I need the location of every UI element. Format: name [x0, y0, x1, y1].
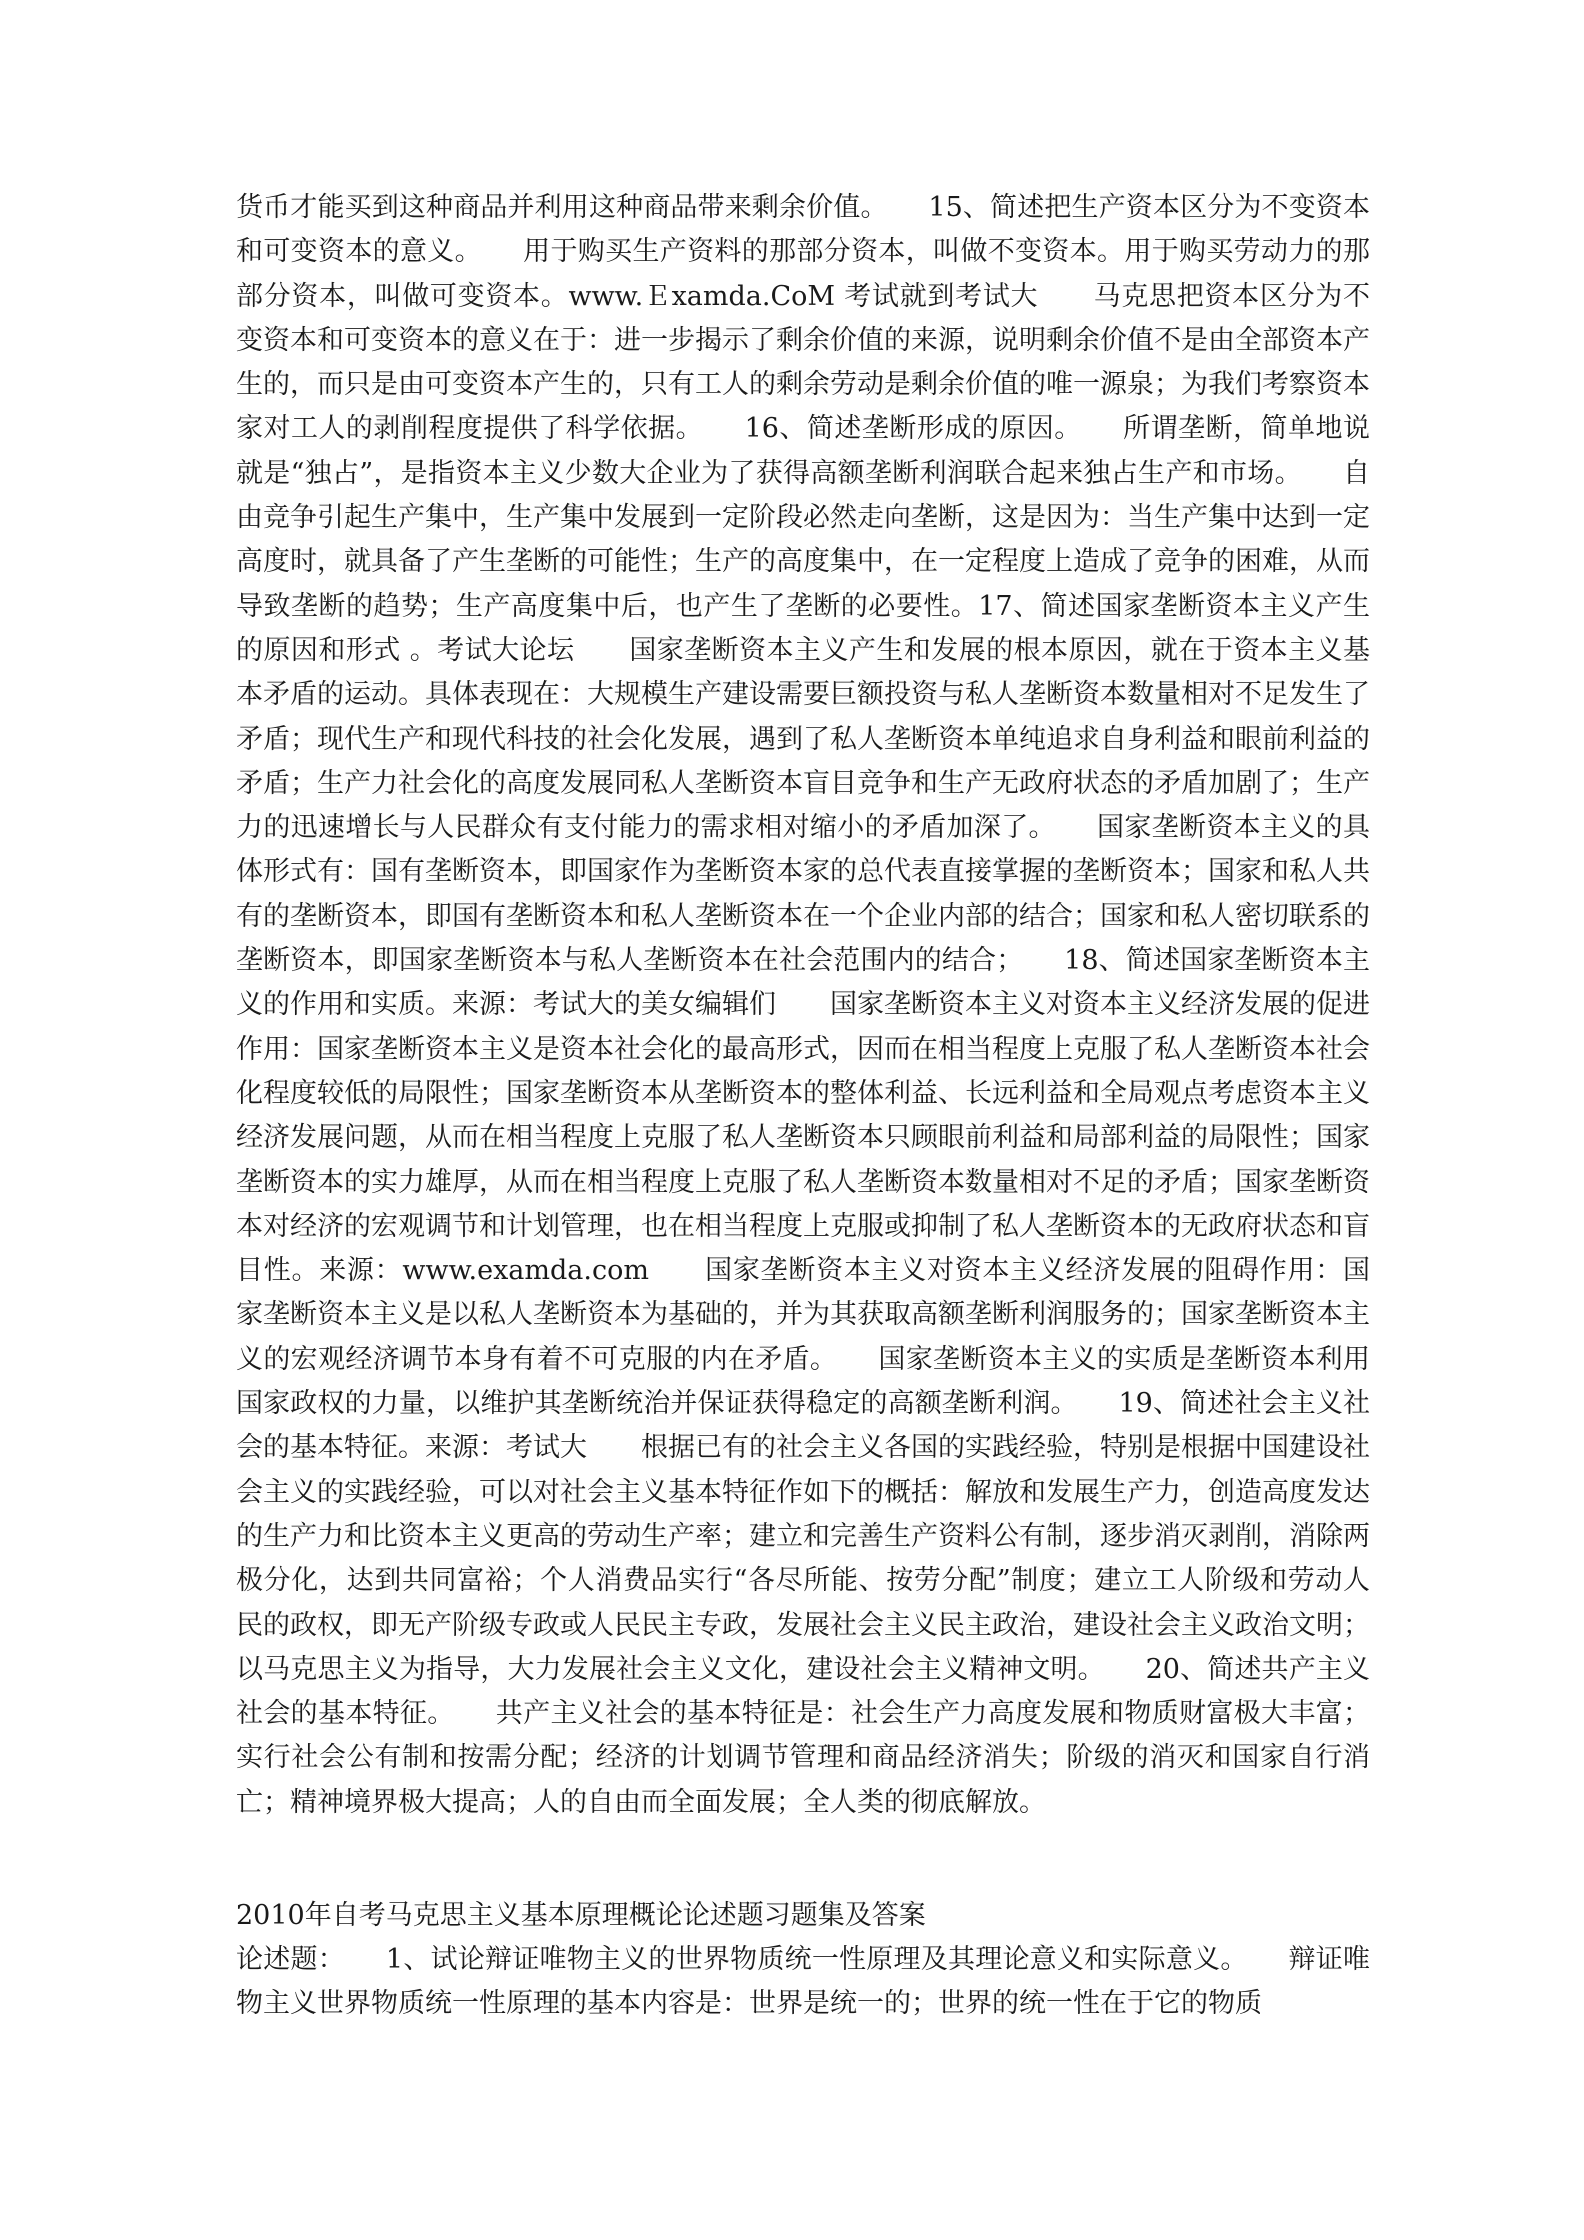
section-title: 2010年自考马克思主义基本原理概论论述题习题集及答案: [236, 1900, 926, 1931]
section-lead-text: 论述题： 1、试论辩证唯物主义的世界物质统一性原理及其理论意义和实际意义。 辩证唯物主义世界物质统一性原理的基本内容是：世界是统一的；世界的统一性在于它的物质: [236, 1944, 1370, 2019]
answer-body-text: 货币才能买到这种商品并利用这种商品带来剩余价值。 15、简述把生产资本区分为不变资本和可变资本的意义。 用于购买生产资料的那部分资本，叫做不变资本。用于购买劳动力的那部分资本，叫做可变资本。www.Ｅxamda.CoM 考试就到考试大 马克思把资本区分为不变资本和可变资本的意义在于：进一步揭示了剩余价值的来源，说明剩余价值不是由全部资本产生的，而只是由可变资本产生的，只有工人的剩余劳动是剩余价值的唯一源泉；为我们考察资本家对工人的剥削程度提供了科学依据。 16、简述垄断形成的原因。 所谓垄断，简单地说就是“独占”，是指资本主义少数大企业为了获得高额垄断利润联合起来独占生产和市场。 自由竞争引起生产集中，生产集中发展到一定阶段必然走向垄断，这是因为：当生产集中达到一定高度时，就具备了产生垄断的可能性；生产的高度集中，在一定程度上造成了竞争的困难，从而导致垄断的趋势；生产高度集中后，也产生了垄断的必要性。17、简述国家垄断资本主义产生的原因和形式 。考试大论坛 国家垄断资本主义产生和发展的根本原因，就在于资本主义基本矛盾的运动。具体表现在：大规模生产建设需要巨额投资与私人垄断资本数量相对不足发生了矛盾；现代生产和现代科技的社会化发展，遇到了私人垄断资本单纯追求自身利益和眼前利益的矛盾；生产力社会化的高度发展同私人垄断资本盲目竞争和生产无政府状态的矛盾加剧了；生产力的迅速增长与人民群众有支付能力的需求相对缩小的矛盾加深了。 国家垄断资本主义的具体形式有：国有垄断资本，即国家作为垄断资本家的总代表直接掌握的垄断资本；国家和私人共有的垄断资本，即国有垄断资本和私人垄断资本在一个企业内部的结合；国家和私人密切联系的垄断资本，即国家垄断资本与私人垄断资本在社会范围内的结合； 18、简述国家垄断资本主义的作用和实质。来源：考试大的美女编辑们 国家垄断资本主义对资本主义经济发展的促进作用：国家垄断资本主义是资本社会化的最高形式，因而在相当程度上克服了私人垄断资本社会化程度较低的局限性；国家垄断资本从垄断资本的整体利益、长远利益和全局观点考虑资本主义经济发展问题，从而在相当程度上克服了私人垄断资本只顾眼前利益和局部利益的局限性；国家垄断资本的实力雄厚，从而在相当程度上克服了私人垄断资本数量相对不足的矛盾；国家垄断资本对经济的宏观调节和计划管理，也在相当程度上克服或抑制了私人垄断资本的无政府状态和盲目性。来源：www.examda.com 国家垄断资本主义对资本主义经济发展的阻碍作用：国家垄断资本主义是以私人垄断资本为基础的，并为其获取高额垄断利润服务的；国家垄断资本主义的宏观经济调节本身有着不可克服的内在矛盾。 国家垄断资本主义的实质是垄断资本利用国家政权的力量，以维护其垄断统治并保证获得稳定的高额垄断利润。 19、简述社会主义社会的基本特征。来源：考试大 根据已有的社会主义各国的实践经验，特别是根据中国建设社会主义的实践经验，可以对社会主义基本特征作如下的概括：解放和发展生产力，创造高度发达的生产力和比资本主义更高的劳动生产率；建立和完善生产资料公有制，逐步消灭剥削，消除两极分化，达到共同富裕；个人消费品实行“各尽所能、按劳分配”制度；建立工人阶级和劳动人民的政权，即无产阶级专政或人民民主专政，发展社会主义民主政治，建设社会主义政治文明；以马克思主义为指导，大力发展社会主义文化，建设社会主义精神文明。 20、简述共产主义社会的基本特征。 共产主义社会的基本特征是：社会生产力高度发展和物质财富极大丰富；实行社会公有制和按需分配；经济的计划调节管理和商品经济消失；阶级的消灭和国家自行消亡；精神境界极大提高；人的自由而全面发展；全人类的彻底解放。: [236, 192, 1370, 1818]
